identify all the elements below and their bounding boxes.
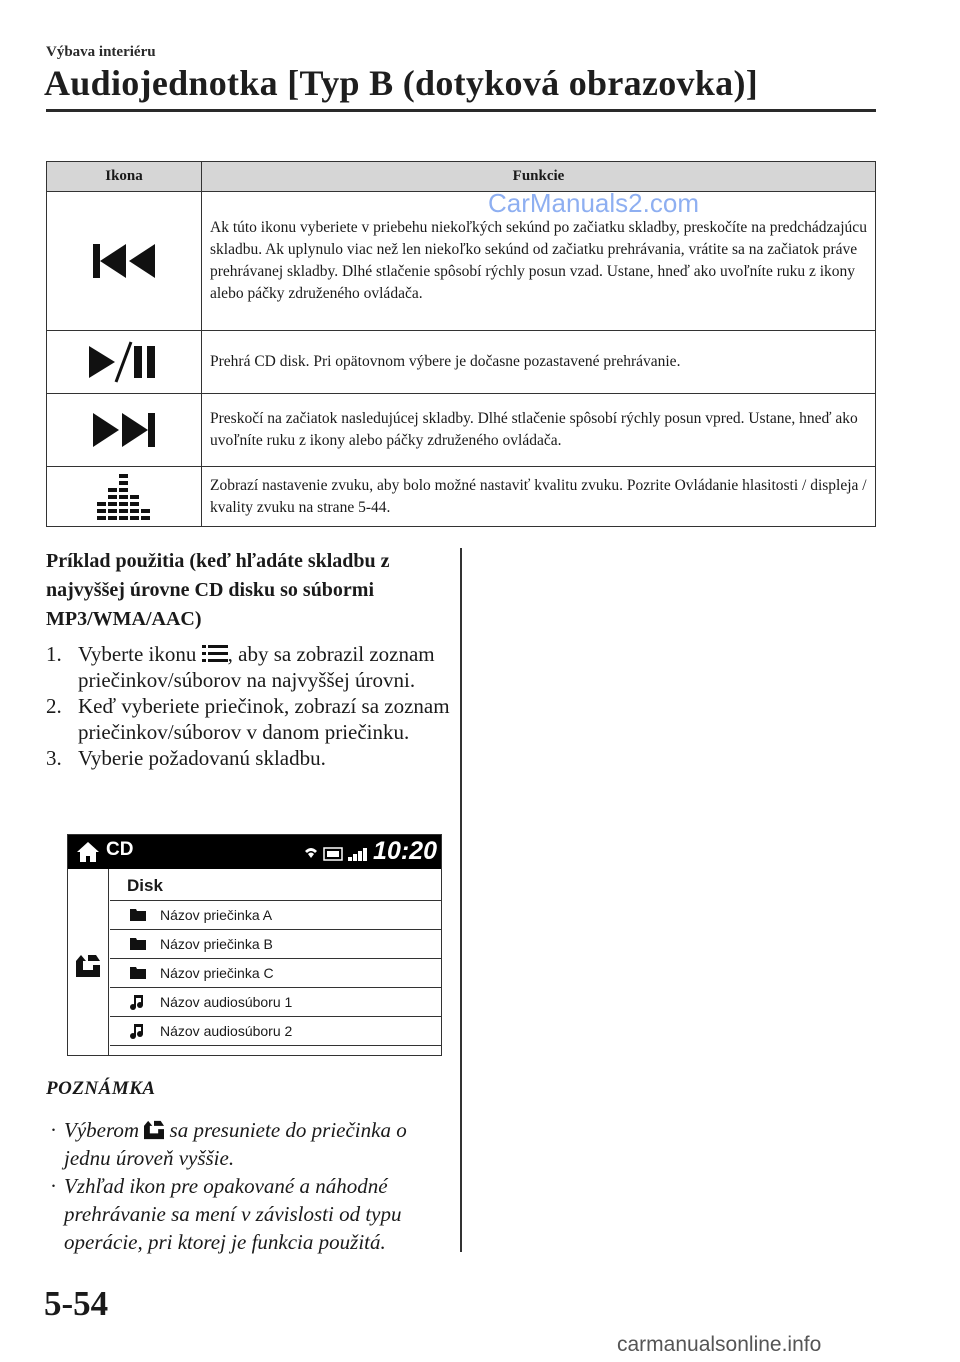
folder-up-icon — [144, 1120, 164, 1140]
table-row — [47, 331, 876, 394]
item-label: Názov priečinka B — [160, 936, 273, 952]
icon-cell — [47, 192, 202, 331]
list-item — [46, 745, 456, 771]
table-header-row — [47, 162, 876, 192]
icon-cell — [47, 331, 202, 394]
note-text: sa presuniete do priečinka o jednu úroveň vyššie. — [64, 1118, 407, 1170]
item-label: Názov audiosúboru 1 — [160, 994, 293, 1010]
watermark: CarManuals2.com — [488, 188, 699, 218]
screen-source: CD — [106, 839, 134, 860]
table-row — [47, 467, 876, 527]
function-text: Zobrazí nastavenie zvuku, aby bolo možné nastaviť kvalitu zvuku. Pozrite Ovládanie hlasitosti / displeja / kvality zvuku na strane 5-44. — [202, 467, 876, 527]
column-divider — [460, 548, 462, 1252]
screen-sidebar — [68, 869, 109, 1055]
list-item[interactable] — [110, 901, 441, 930]
icon-function-table — [46, 161, 876, 527]
list-title: Disk — [110, 869, 441, 901]
page-number: 5-54 — [44, 1284, 109, 1323]
previous-track-icon — [93, 244, 155, 278]
step-number: 1. — [46, 642, 62, 666]
folder-icon — [130, 966, 146, 979]
list-icon — [202, 644, 228, 664]
list-item — [46, 641, 456, 693]
list-item[interactable] — [110, 988, 441, 1017]
folder-up-icon[interactable] — [76, 955, 100, 977]
folder-icon — [130, 937, 146, 950]
function-text: Preskočí na začiatok nasledujúcej skladby. Dlhé stlačenie spôsobí rýchly posun vpred. Ustane, hneď ako uvoľníte ruku z ikony alebo páčky združeného ovládača. — [202, 394, 876, 467]
step-text: Keď vyberiete priečinok, zobrazí sa zoznam priečinkov/súborov v danom priečinku. — [78, 694, 450, 744]
home-icon[interactable] — [77, 842, 99, 862]
step-text: Vyberie požadovanú skladbu. — [78, 746, 326, 770]
function-text: Ak túto ikonu vyberiete v priebehu niekoľkých sekúnd po začiatku skladby, preskočíte na predchádzajúcu skladbu. Ak uplynulo viac než len niekoľko sekúnd od začiatku prehrávania, vrátite sa na začiatok práve prehrávanej skladby. Dlhé stlačenie spôsobí rýchly posun vzad. Ustane, hneď ako uvoľníte ruku z ikony alebo páčky združeného ovládača. — [202, 192, 876, 331]
file-list — [110, 869, 441, 1055]
list-item[interactable] — [110, 959, 441, 988]
item-label: Názov audiosúboru 2 — [160, 1023, 293, 1039]
function-text: Prehrá CD disk. Pri opätovnom výbere je dočasne pozastavené prehrávanie. — [202, 331, 876, 394]
list-item[interactable] — [110, 930, 441, 959]
music-note-icon — [130, 995, 144, 1010]
step-text: , aby sa zobrazil zoznam priečinkov/súborov na najvyššej úrovni. — [78, 642, 435, 692]
sound-settings-icon — [97, 474, 151, 520]
clock: 10:20 — [373, 837, 437, 865]
page-title: Audiojednotka [Typ B (dotyková obrazovka)] — [44, 63, 759, 103]
example-heading: Príklad použitia (keď hľadáte skladbu z najvyššej úrovne CD disku so súbormi MP3/WMA/AAC) — [46, 550, 390, 630]
table-row — [47, 192, 876, 331]
section-label: Výbava interiéru — [46, 44, 156, 60]
next-track-icon — [93, 413, 155, 447]
status-icons — [303, 845, 373, 863]
list-item: · Vzhľad ikon pre opakované a náhodné prehrávanie sa mení v závislosti od typu operácie, pri ktorej je funkcia použitá. — [50, 1174, 402, 1254]
item-label: Názov priečinka C — [160, 965, 274, 981]
screen-top-bar — [68, 835, 441, 869]
music-note-icon — [130, 1024, 144, 1039]
column-header-functions: Funkcie — [202, 162, 876, 192]
step-number: 3. — [46, 746, 62, 770]
folder-icon — [130, 908, 146, 921]
list-item[interactable] — [110, 1017, 441, 1046]
icon-cell — [47, 394, 202, 467]
note-text: Vzhľad ikon pre opakované a náhodné prehrávanie sa mení v závislosti od typu operácie, pri ktorej je funkcia použitá. — [64, 1174, 402, 1254]
cd-screen — [67, 834, 442, 1056]
note-text: Výberom — [64, 1118, 140, 1142]
icon-cell — [47, 467, 202, 527]
note-heading: POZNÁMKA — [46, 1078, 156, 1099]
footer-watermark: carmanualsonline.info — [617, 1333, 822, 1356]
list-item — [46, 693, 456, 745]
table-row — [47, 394, 876, 467]
step-number: 2. — [46, 694, 62, 718]
list-item: · Výberom sa presuniete do priečinka o jednu úroveň vyššie. — [50, 1118, 407, 1170]
steps-list — [46, 641, 456, 771]
play-pause-icon — [89, 340, 159, 384]
step-text: Vyberte ikonu — [78, 642, 197, 666]
title-rule — [46, 109, 876, 112]
column-header-icon: Ikona — [47, 162, 202, 192]
notes-list — [46, 1116, 456, 1256]
item-label: Názov priečinka A — [160, 907, 273, 923]
